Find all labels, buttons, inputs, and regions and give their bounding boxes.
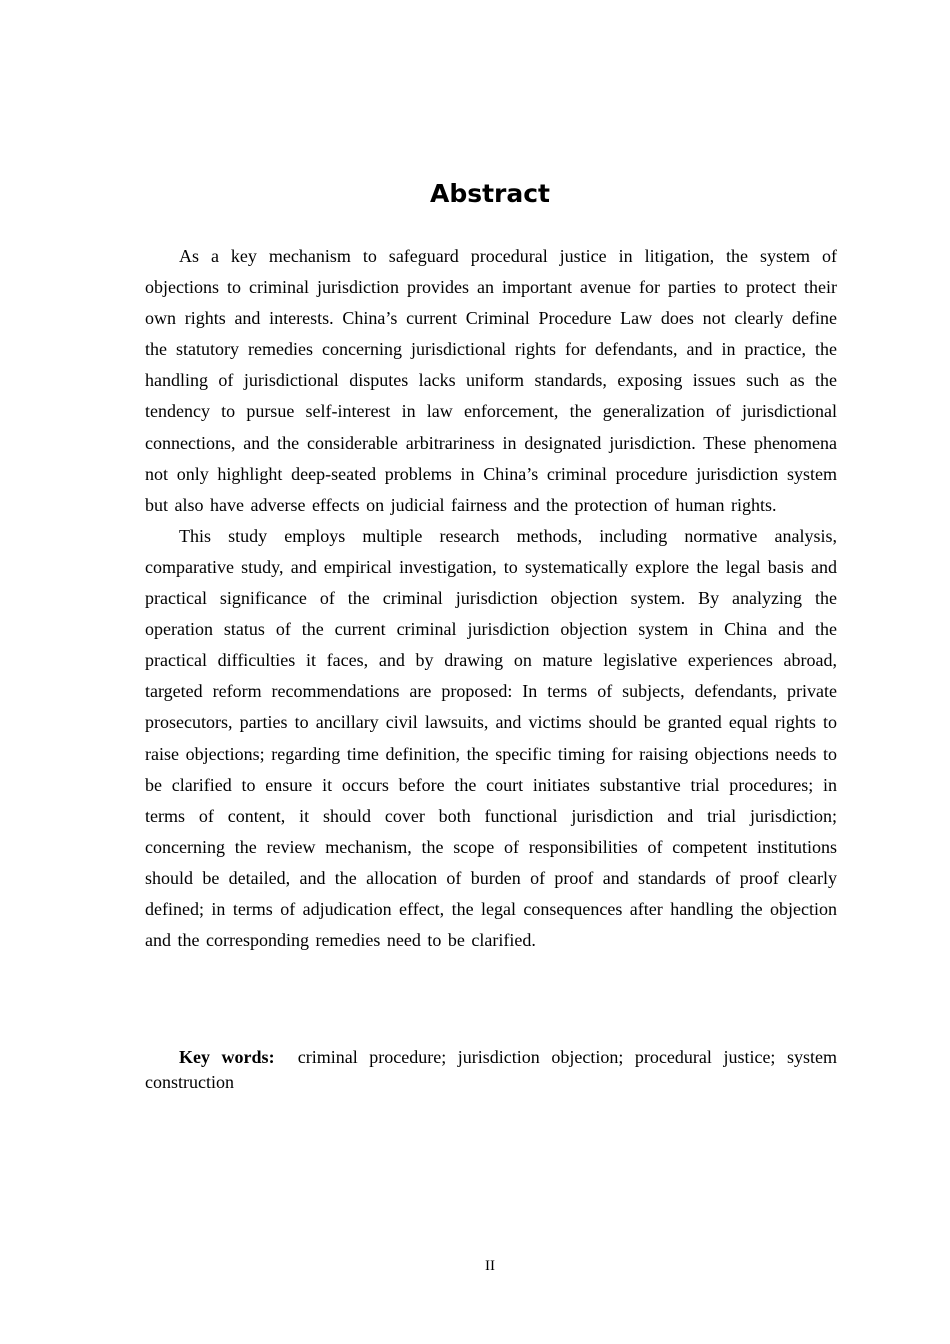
abstract-paragraph-2: This study employs multiple research methods, including normative analysis, comparative study, and empirical investigation, to systematically explore the legal basis and practical significance of the criminal jurisdiction objection system. By analyzing the operation status of the current criminal jurisdiction objection system in China and the practical difficulties it faces, and by drawing on mature legislative experiences abroad, targeted reform recommendations are proposed: In terms of subjects, defendants, private prosecutors, parties to ancillary civil lawsuits, and victims should be granted equal rights to raise objections; regarding time definition, the specific timing for raising objections needs to be clarified to ensure it occurs before the court initiates substantive trial procedures; in terms of content, it should cover both functional jurisdiction and trial jurisdiction; concerning the review mechanism, the scope of responsibilities of competent institutions should be detailed, and the allocation of burden of proof and standards of proof clearly defined; in terms of adjudication effect, the legal consequences after handling the objection and the corresponding remedies need to be clarified. [145,525,837,951]
keywords-text: criminal procedure; jurisdiction objection; procedural justice; system construction [145,1047,838,1092]
abstract-paragraph-1: As a key mechanism to safeguard procedural justice in litigation, the system of objections to criminal jurisdiction provides an important avenue for parties to protect their own rights and interests. China’s current Criminal Procedure Law does not clearly define the statutory remedies concerning jurisdictional rights for defendants, and in practice, the handling of jurisdictional disputes lacks uniform standards, exposing issues such as the tendency to pursue self-interest in law enforcement, the generalization of jurisdictional connections, and the considerable arbitrariness in designated jurisdiction. These phenomena not only highlight deep-seated problems in China’s criminal procedure jurisdiction system but also have adverse effects on judicial fairness and the protection of human rights. [145,246,837,515]
keywords-line [145,1045,837,1095]
page-number: II [485,1258,495,1274]
abstract-title: Abstract [429,179,551,208]
keywords-label: Key words: [179,1047,275,1067]
abstract-body [145,241,837,956]
